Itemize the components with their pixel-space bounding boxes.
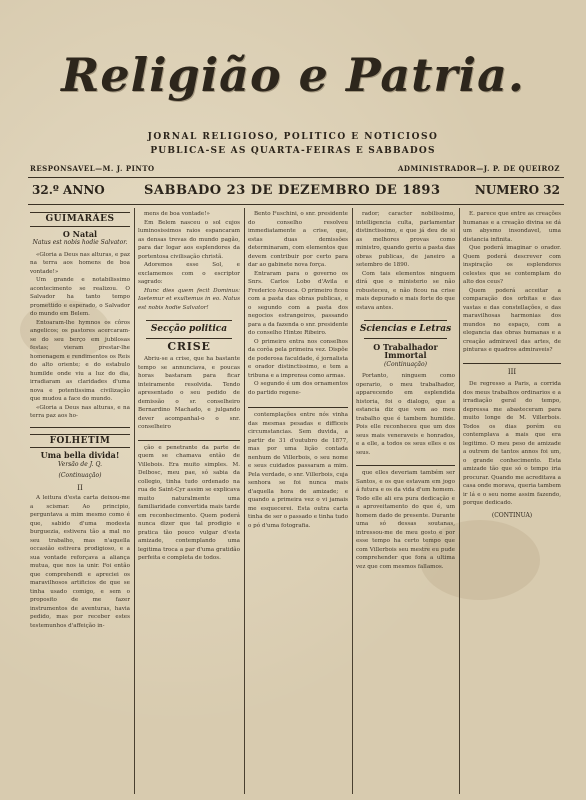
column-3 (248, 210, 348, 796)
paragraph: De regresso a Paris, a corrida dos meus trabalhos ordinarios e a irradiação geral do tempo, depressa me abasteceram para muito longe de M. Villerbois. Todos os dias porém eu contemplava a mais que era legitimo. O meu peso de amizade a outrem de tantos annos foi um, o grande conhecimento. Esta amizade tão que só o tempo iria procurar. Quando me acreditava a casa onde morava, queria tambem ir lá e o seu nome assim fazendo, porque dedicado. (463, 381, 561, 506)
separator-rule (248, 407, 348, 408)
folhetim-author: Versão de J. Q. (58, 460, 102, 468)
masthead-title: Religião e Patria. (61, 48, 525, 102)
column-4 (356, 210, 455, 796)
divider (146, 320, 232, 321)
column-2 (138, 210, 240, 796)
separator-rule (30, 427, 130, 428)
part-number: II (77, 483, 83, 492)
continuation-note: (Continuação) (58, 472, 102, 479)
paragraph: Abriu-se a crise, que ha bastante tempo se annunciava, e poucas horas bastaram para ficar inteiramente resolvida. Tendo apresentado o seu pedido de demissão o sr. conselheiro Bernardino Machado, e julgando dever acompanhal-o o snr. conselheiro (138, 356, 240, 430)
latin-quote: Hunc dies quem fecit Dominus: Iaetemur et exultemus in eo. Natus est nobis hodie Salvator! (138, 287, 240, 311)
paragraph: «Gloria a Deus nas alturas, e paz na terra aos homens de boa vontade!» (30, 251, 130, 275)
epigraph: Natus est nobis hodie Salvator. (32, 239, 128, 246)
editor-credit: RESPONSAVEL—M. J. PINTO (30, 164, 155, 173)
folhetim-title: Uma bella divida! (40, 450, 120, 460)
top-rule (28, 177, 564, 178)
paragraph: Entraram para o governo os Snrs. Carlos Lobo d'Avila e Frederico Arouca. O primeiro ficou com a pasta das obras publicas, e o segundo com a pasta dos negocios estrangeiros, passando para a da fazenda o snr. presidente do conselho Hintze Ribeiro. (248, 270, 348, 336)
column-divider (459, 208, 460, 794)
masthead-subtitle: JORNAL RELIGIOSO, POLITICO E NOTICIOSO (147, 132, 439, 142)
column-divider (244, 208, 245, 794)
paragraph: E. parece que entre as creações humanas e a creação divina se dá um abysmo insondavel, uma distancia infinita. (463, 211, 561, 243)
paragraph: Um grande e notabilissimo acontecimento se realizou. O Salvador ha tanto tempo promettido e esperado, o Salvador do mundo em Belem. (30, 277, 130, 317)
folhetim-heading: FOLHETIM (30, 434, 130, 449)
paragraph: que elles deveriam também ser Santos, e os que estavam em jogo á futura e os da vida d'um homem. Todo elle ali era pura dedicação e a aproveitamento do que é, um homem dado de presente. Durante uma só dessas soutanas, intressou-me de meu gosto e por esse tempo ha certo tempo que com Villerbois seu mestre eu pude comprehender que fora a ultima vez que com mesmos fallamos. (356, 470, 455, 570)
separator-rule (463, 363, 561, 364)
issue-number: NUMERO 32 (474, 183, 560, 197)
year-label: 32.º ANNO (32, 183, 105, 197)
section-title: Sciencias e Letras (359, 324, 452, 334)
paragraph: O segundo é um dos ornamentos do partido regene- (248, 381, 348, 396)
section-heading: GUIMARÃES (30, 212, 130, 227)
continuation-note: (Continuação) (384, 360, 427, 368)
article-title: O Natal (62, 228, 98, 239)
column-1 (30, 210, 130, 796)
dateline-rule (28, 204, 564, 205)
paragraph: ção e penetrante da parte de quem se chamava então de Villebois. Era muito simples. M. Delbosc, meu pae, só sabia da collegio, tinha tudo ordenado na rua de Saint-Cyr assim se explicava muito naturalmente uma familiaridade convertida mais tarde em reconhecimento. Quem poderá nunca dizer que tal prodigio e pratica tão pouco vulgar d'esta amizade, contemplando uma legitima troca a par d'uma gratidão perfeita e completa de todos. (138, 444, 240, 561)
paragraph: O primeiro entra nos conselhos da corôa pela primeira vez. Dispõe de poderosa faculdade, é jornalista e orador distinctissimo, e tem a tribuna e a imprensa como armas. (248, 338, 348, 379)
paragraph: Entoaram-lhe hymnos os côros angelicos; os pastores acercaram-se do seu berço em jubilosas festas; vieram prestar-lhe homenagem e rendimentos os Reis do alto oriente; e do estabulo humilde onde viu a luz do dia, irradiaram as claridades d'uma nova e potentissima civilização que mudou a face do mundo. (30, 319, 130, 402)
publication-schedule: PUBLICA-SE AS QUARTA-FEIRAS E SABBADOS (150, 146, 436, 156)
paragraph: Bento Fuschini, o snr. presidente do conselho resolveu immediatamente a crise, que, estas duas demissões determinaram, com elementos que devem contribuir por certo para dar ao gabinete nova força. (248, 211, 348, 268)
column-divider (352, 208, 353, 794)
article-title: O Trabalhador Immortal (373, 341, 438, 360)
paragraph: rador; caracter nobilissimo, intelligencia culta, parlamentar distinctissimo, e que já deu de si as melhores provas como ministro, quando geriu a pasta das obras publicas, de janeiro a setembro de 1890. (356, 211, 455, 268)
column-divider (134, 208, 135, 794)
paragraph: Portanto, ninguem como operario, o meu trabalhador, apparecendo em esplendida historia, foi o dialogo, que a estancia diz que vem ao meu trabalho que é tambem humilde. Pois elle reconheceu que um dos seus mais veneraveis e honrados, e a elle, a todos os seus elles e os seus. (356, 373, 455, 456)
separator-rule (138, 440, 240, 441)
separator-rule (356, 465, 455, 466)
part-number: III (507, 367, 517, 376)
paragraph: Adoremos esse Sol, e exclamemos com o escriptor sagrado: (138, 262, 240, 285)
paragraph: «Gloria a Deus nas alturas, e na terra paz aos ho- (30, 404, 130, 419)
divider (146, 338, 232, 339)
paragraph: Quem poderá acceitar a comparação dos orbitas e das vastas e das constellações, e das maravilhosas harmonias dos mundos no espaço, com a elegancia das obras humanas e a creação admiravel das artes, de pinturas e quadros admiraveis? (463, 287, 561, 353)
divider (364, 320, 447, 321)
paragraph: contemplações entre nós vinha das mesmas pesadas e difficeis circumstancias. Sem duvida, a partir de 31 d'outubro de 1877, mas por uma lição contada nenhum de Villerbois, o seu nome e seus cuidados passaram a mim. Pela verdade, o snr. Villerbois, cuja senhora se foi nunca mais d'aquella hora de amizade; e quando a primeira vez o vi jamais me esquecerei. Esta outra carta tinha de ser o passado e tinha tudo o pó d'uma fotografia. (248, 412, 348, 529)
dateline (28, 181, 564, 203)
crise-title: CRISE (167, 339, 211, 353)
column-5 (463, 210, 561, 796)
paragraph: A leitura d'esta carta deixou-me a scismar. Ao principio, perguntava a mim mesmo como é que, sabido d'uma modesta burguezia, estivera tão a mal no seu trabalho, mas n'aquella occasião estivera prodigioso, e a sua vontade reforçava a aliança mutua, que nos ia unir. Foi então que comprehendi e apreciei os maravilhosos artificios de que se tinha usado comigo, e sem o proposito de me fazer instrumentos de aventuras, havia pedido, mas por receber estes testemunhos d'affeição in- (30, 495, 130, 629)
paragraph: mens de boa vontade!» (144, 211, 210, 217)
issue-date: SABBADO 23 DE DEZEMBRO DE 1893 (144, 183, 441, 198)
paragraph: Com tais elementos ninguem dirá que o ministerio se não robusteceu, e não ficou na crise mais depurado e mais forte do que estava antes. (356, 270, 455, 311)
paragraph: Que poderá imaginar o orador. Quem poderá descrever com inspiração os esplendores celestes que se contemplam do alto dos ceus? (463, 245, 561, 285)
continua-note: (CONTINUA) (491, 511, 533, 519)
administrator-credit: ADMINISTRADOR—J. P. DE QUEIROZ (398, 164, 560, 173)
paragraph: Em Belem nasceu o sol cujos luminosissimos raios espancaram as densas trevas do mundo pagão, para dar logar aos esplendores da portentosa civilisação christã. (138, 219, 240, 260)
divider (364, 338, 447, 339)
section-title: Secção politica (150, 324, 228, 334)
